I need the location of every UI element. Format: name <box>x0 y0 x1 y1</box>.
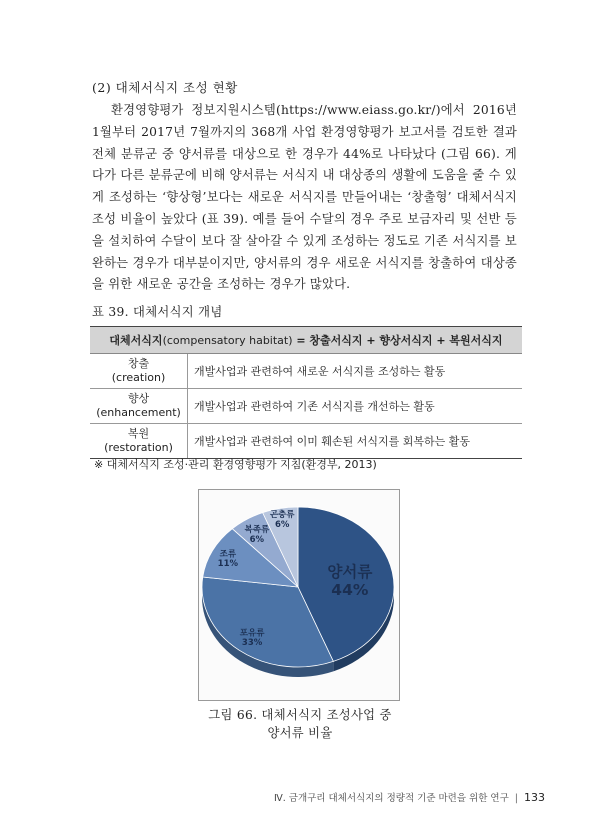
header-english: (compensatory habitat) <box>162 334 293 347</box>
pie-label-name: 포유류 <box>239 628 265 639</box>
page-number: 133 <box>524 791 545 804</box>
term-korean: 복원 <box>127 427 150 440</box>
description-cell: 개발사업과 관련하여 이미 훼손된 서식지를 회복하는 활동 <box>188 424 523 459</box>
term-english: (enhancement) <box>96 406 181 419</box>
table-row <box>90 389 522 424</box>
term-korean: 향상 <box>127 392 150 405</box>
running-title: Ⅳ. 금개구리 대체서식지의 정량적 기준 마련을 위한 연구 <box>273 793 509 804</box>
description-cell: 개발사업과 관련하여 기존 서식지를 개선하는 활동 <box>188 389 523 424</box>
page-footer <box>250 790 545 804</box>
pie-label-name: 조류 <box>219 549 237 560</box>
pie-label-value: 11% <box>217 559 239 570</box>
description-cell: 개발사업과 관련하여 새로운 서식지를 조성하는 활동 <box>188 354 523 389</box>
pie-chart <box>198 489 398 699</box>
pie-label <box>240 628 265 648</box>
pie-label <box>327 562 372 599</box>
table-caption: 표 39. 대체서식지 개념 <box>92 305 223 319</box>
pie-label-name: 양서류 <box>327 563 373 582</box>
table-source-note: ※ 대체서식지 조성·관리 환경영향평가 지침(환경부, 2013) <box>94 458 377 471</box>
table-row <box>90 354 522 389</box>
footer-separator: | <box>514 793 518 804</box>
pie-label <box>218 549 239 569</box>
figure-caption <box>200 706 400 742</box>
table-row <box>90 424 522 459</box>
section-heading: (2) 대체서식지 조성 현황 <box>92 80 238 95</box>
figure-caption-line-1: 그림 66. 대체서식지 조성사업 중 <box>208 708 392 722</box>
term-english: (restoration) <box>104 441 173 454</box>
pie-label-value: 6% <box>274 519 290 530</box>
term-cell <box>90 424 188 459</box>
pie-label-name: 복족류 <box>244 525 270 536</box>
term-cell <box>90 354 188 389</box>
figure-caption-line-2: 양서류 비율 <box>267 726 333 740</box>
header-term: 대체서식지 <box>109 334 163 347</box>
term-korean: 창출 <box>127 357 150 370</box>
term-english: (creation) <box>111 371 166 384</box>
pie-label-value: 44% <box>331 581 369 600</box>
table-header-row <box>90 327 522 354</box>
header-equation: = 창출서식지 + 향상서식지 + 복원서식지 <box>292 334 503 347</box>
pie-label-value: 6% <box>249 534 265 545</box>
term-cell <box>90 389 188 424</box>
pie-label-name: 곤충류 <box>269 509 295 520</box>
body-paragraph: 환경영향평가 정보지원시스템(https://www.eiass.go.kr/)에서 2016년 1월부터 2017년 7월까지의 368개 사업 환경영향평가 보고서를 검토한 결과 전체 분류군 중 양서류를 대상으로 한 경우가 44%로 나타났다 (그림 66). 게다가 다른 분류군에 비해 양서류는 서식지 내 대상종의 생활에 도움을 줄 수 있게 조성하는 ‘향상형’보다는 새로운 서식지를 만들어내는 ‘창출형’ 대체서식지 조성 비율이 높았다 (표 39). 예를 들어 수달의 경우 주로 보금자리 및 선반 등을 설치하여 수달이 보다 잘 살아갈 수 있게 조성하는 정도로 기존 서식지를 보완하는 경우가 대부분이지만, 양서류의 경우 새로운 서식지를 창출하여 대상종을 위한 새로운 공간을 조성하는 경우가 많았다. <box>92 103 517 292</box>
table-header-cell <box>90 327 522 354</box>
pie-label-value: 33% <box>241 638 263 649</box>
habitat-concept-table <box>90 326 522 459</box>
